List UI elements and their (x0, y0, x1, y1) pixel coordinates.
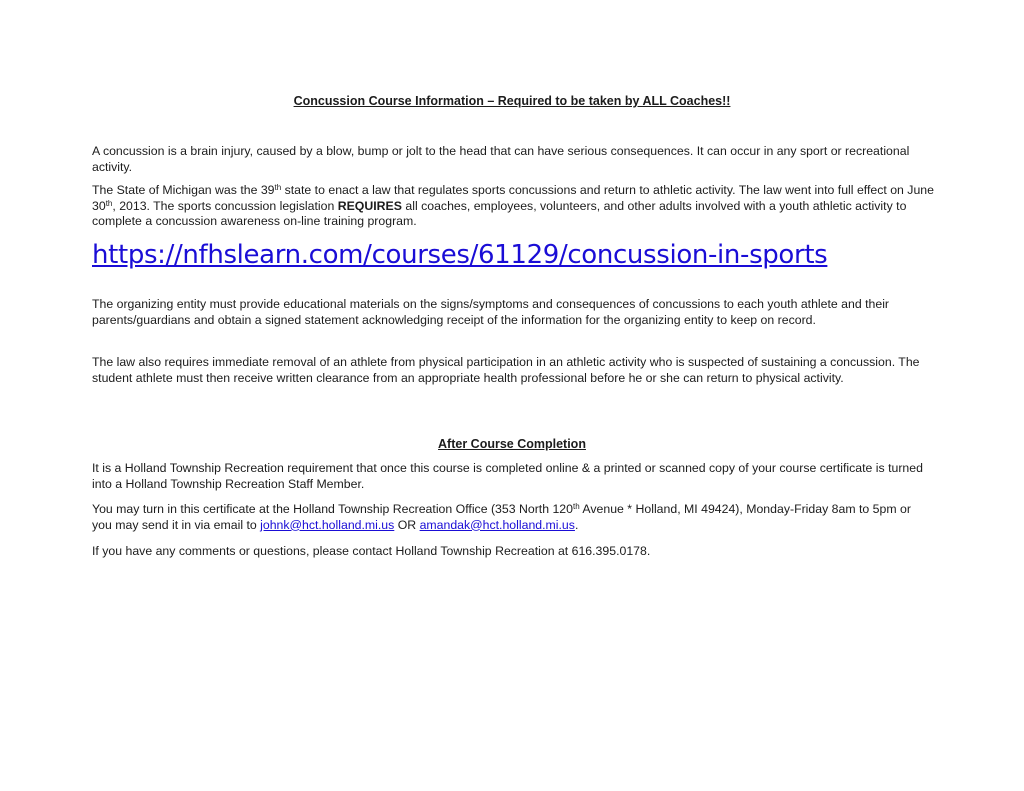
requires-emphasis: REQUIRES (337, 198, 402, 213)
intro-paragraph: A concussion is a brain injury, caused by a blow, bump or jolt to the head that can have serious consequences. It can occur in any sport or recreational activity. (92, 144, 910, 174)
email-link-johnk[interactable]: johnk@hct.holland.mi.us (260, 517, 395, 532)
turn-in-paragraph: You may turn in this certificate at the Holland Township Recreation Office (353 North 120th Avenue * Holland, MI 49424), Monday-Friday 8am to 5pm or you may send it in via email to johnk@hct.holland.mi.us OR amandak@hct.holland.mi.us. (92, 502, 911, 532)
law-paragraph: The State of Michigan was the 39th state to enact a law that regulates sports concussions and return to athletic activity. The law went into full effect on June 30th, 2013. The sports concussion legislation REQUIRES all coaches, employees, volunteers, and other adults involved with a youth athletic activity to complete a concussion awareness on-line training program. (92, 183, 934, 229)
requirement-paragraph: It is a Holland Township Recreation requirement that once this course is completed online & a printed or scanned copy of your course certificate is turned into a Holland Township Recreation Staff Member. (92, 461, 923, 491)
page-title: Concussion Course Information – Required to be taken by ALL Coaches!! (293, 94, 731, 108)
contact-paragraph: If you have any comments or questions, please contact Holland Township Recreation at 616.395.0178. (92, 544, 651, 558)
organizing-entity-paragraph: The organizing entity must provide educational materials on the signs/symptoms and consequences of concussions to each youth athlete and their parents/guardians and obtain a signed statement acknowledging receipt of the information for the organizing entity to keep on record. (92, 297, 890, 327)
course-link[interactable]: https://nfhslearn.com/courses/61129/concussion-in-sports (92, 240, 828, 270)
after-course-heading: After Course Completion (438, 437, 586, 451)
removal-paragraph: The law also requires immediate removal of an athlete from physical participation in an athletic activity who is suspected of sustaining a concussion. The student athlete must then receive written clearance from an appropriate health professional before he or she can return to physical activity. (92, 355, 920, 385)
email-link-amandak[interactable]: amandak@hct.holland.mi.us (419, 517, 575, 532)
